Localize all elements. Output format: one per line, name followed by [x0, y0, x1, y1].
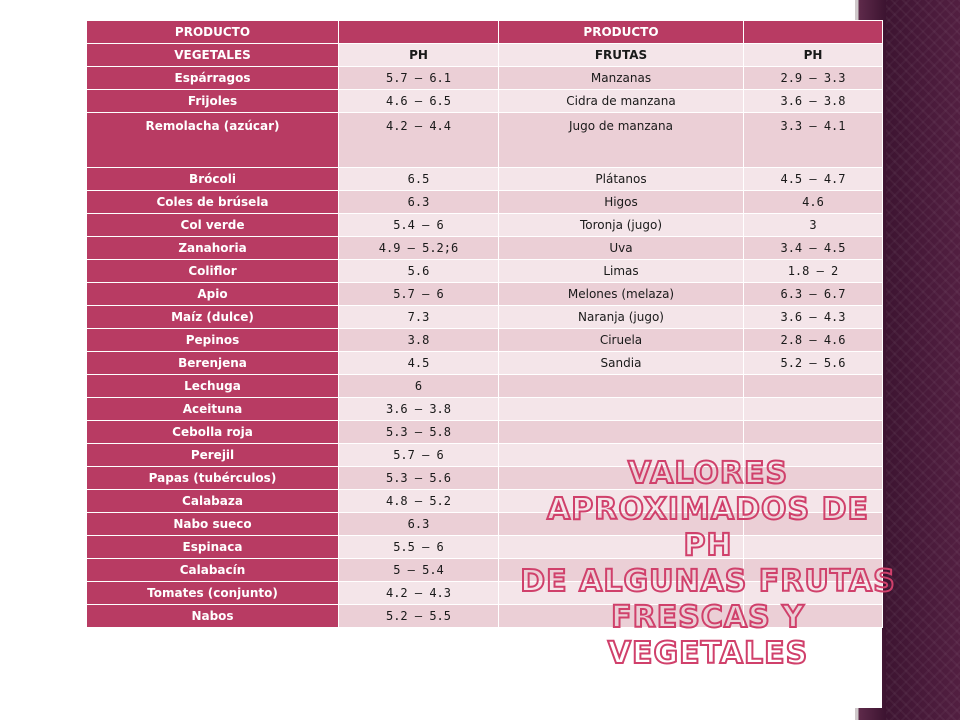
table-row — [87, 191, 883, 214]
vegetable-name-cell: Lechuga — [87, 375, 339, 398]
vegetable-ph-cell: 4.6 – 6.5 — [339, 90, 499, 113]
vegetable-ph-cell: 4.2 – 4.3 — [339, 582, 499, 605]
header-row-category — [87, 44, 883, 67]
table-row — [87, 283, 883, 306]
table-row — [87, 421, 883, 444]
vegetable-name-cell: Pepinos — [87, 329, 339, 352]
fruit-name-cell — [499, 421, 744, 444]
vegetable-name-cell: Aceituna — [87, 398, 339, 421]
vegetable-name-cell: Calabacín — [87, 559, 339, 582]
vegetable-name-cell: Apio — [87, 283, 339, 306]
vegetable-ph-cell: 5 – 5.4 — [339, 559, 499, 582]
vegetable-name-cell: Frijoles — [87, 90, 339, 113]
header-cell — [744, 21, 883, 44]
fruit-ph-cell — [744, 421, 883, 444]
vegetable-ph-cell: 6.3 — [339, 513, 499, 536]
vegetable-ph-cell: 5.7 – 6 — [339, 283, 499, 306]
fruit-name-cell: Toronja (jugo) — [499, 214, 744, 237]
title-line: APROXIMADOS DE PH — [547, 492, 869, 563]
fruit-ph-cell: 2.8 – 4.6 — [744, 329, 883, 352]
table-row — [87, 329, 883, 352]
fruit-ph-cell: 5.2 – 5.6 — [744, 352, 883, 375]
vegetable-ph-cell: 5.5 – 6 — [339, 536, 499, 559]
header-cell: FRUTAS — [499, 44, 744, 67]
vegetable-ph-cell: 6.3 — [339, 191, 499, 214]
table-row — [87, 306, 883, 329]
vegetable-ph-cell: 4.2 – 4.4 — [339, 113, 499, 168]
table-row — [87, 375, 883, 398]
fruit-ph-cell: 4.6 — [744, 191, 883, 214]
table-row — [87, 168, 883, 191]
vegetable-ph-cell: 4.5 — [339, 352, 499, 375]
fruit-name-cell: Plátanos — [499, 168, 744, 191]
side-decoration-pattern — [886, 0, 960, 720]
vegetable-name-cell: Perejil — [87, 444, 339, 467]
fruit-name-cell: Uva — [499, 237, 744, 260]
vegetable-name-cell: Coles de brúsela — [87, 191, 339, 214]
header-cell: VEGETALES — [87, 44, 339, 67]
vegetable-name-cell: Remolacha (azúcar) — [87, 113, 339, 168]
table-row — [87, 260, 883, 283]
vegetable-name-cell: Papas (tubérculos) — [87, 467, 339, 490]
table-row — [87, 214, 883, 237]
vegetable-ph-cell: 3.6 – 3.8 — [339, 398, 499, 421]
header-cell: PRODUCTO — [499, 21, 744, 44]
vegetable-name-cell: Cebolla roja — [87, 421, 339, 444]
vegetable-name-cell: Berenjena — [87, 352, 339, 375]
title-line: DE ALGUNAS FRUTAS — [520, 564, 896, 599]
fruit-ph-cell: 3.4 – 4.5 — [744, 237, 883, 260]
fruit-ph-cell: 3.6 – 4.3 — [744, 306, 883, 329]
title-line: VEGETALES — [607, 636, 809, 671]
vegetable-ph-cell: 5.6 — [339, 260, 499, 283]
fruit-ph-cell: 6.3 – 6.7 — [744, 283, 883, 306]
vegetable-name-cell: Tomates (conjunto) — [87, 582, 339, 605]
fruit-name-cell: Melones (melaza) — [499, 283, 744, 306]
fruit-ph-cell: 3.3 – 4.1 — [744, 113, 883, 168]
fruit-ph-cell: 3.6 – 3.8 — [744, 90, 883, 113]
vegetable-ph-cell: 4.8 – 5.2 — [339, 490, 499, 513]
header-cell: PRODUCTO — [87, 21, 339, 44]
vegetable-name-cell: Nabos — [87, 605, 339, 628]
fruit-name-cell: Naranja (jugo) — [499, 306, 744, 329]
vegetable-ph-cell: 5.4 – 6 — [339, 214, 499, 237]
vegetable-ph-cell: 4.9 – 5.2;6 — [339, 237, 499, 260]
fruit-name-cell: Sandia — [499, 352, 744, 375]
fruit-ph-cell: 3 — [744, 214, 883, 237]
vegetable-name-cell: Coliflor — [87, 260, 339, 283]
table-row — [87, 237, 883, 260]
fruit-name-cell: Cidra de manzana — [499, 90, 744, 113]
header-cell: PH — [744, 44, 883, 67]
header-row-product — [87, 21, 883, 44]
fruit-ph-cell: 2.9 – 3.3 — [744, 67, 883, 90]
vegetable-name-cell: Brócoli — [87, 168, 339, 191]
vegetable-name-cell: Nabo sueco — [87, 513, 339, 536]
table-row — [87, 398, 883, 421]
table-row — [87, 67, 883, 90]
vegetable-name-cell: Espinaca — [87, 536, 339, 559]
header-cell — [339, 21, 499, 44]
vegetable-name-cell: Calabaza — [87, 490, 339, 513]
fruit-ph-cell — [744, 375, 883, 398]
vegetable-name-cell: Espárragos — [87, 67, 339, 90]
vegetable-ph-cell: 5.2 – 5.5 — [339, 605, 499, 628]
table-row — [87, 90, 883, 113]
vegetable-name-cell: Col verde — [87, 214, 339, 237]
fruit-name-cell: Higos — [499, 191, 744, 214]
fruit-ph-cell: 1.8 – 2 — [744, 260, 883, 283]
fruit-name-cell: Ciruela — [499, 329, 744, 352]
vegetable-ph-cell: 6.5 — [339, 168, 499, 191]
title-line: VALORES — [627, 456, 789, 491]
fruit-ph-cell: 4.5 – 4.7 — [744, 168, 883, 191]
vegetable-ph-cell: 7.3 — [339, 306, 499, 329]
fruit-name-cell — [499, 398, 744, 421]
slide-title — [520, 456, 896, 672]
table-row — [87, 113, 883, 168]
table-row — [87, 352, 883, 375]
vegetable-ph-cell: 5.7 – 6 — [339, 444, 499, 467]
header-cell: PH — [339, 44, 499, 67]
fruit-name-cell: Jugo de manzana — [499, 113, 744, 168]
fruit-name-cell: Manzanas — [499, 67, 744, 90]
vegetable-ph-cell: 6 — [339, 375, 499, 398]
vegetable-name-cell: Zanahoria — [87, 237, 339, 260]
vegetable-ph-cell: 5.3 – 5.8 — [339, 421, 499, 444]
fruit-ph-cell — [744, 398, 883, 421]
vegetable-ph-cell: 5.3 – 5.6 — [339, 467, 499, 490]
vegetable-ph-cell: 3.8 — [339, 329, 499, 352]
fruit-name-cell — [499, 375, 744, 398]
title-line: FRESCAS Y — [611, 600, 805, 635]
vegetable-name-cell: Maíz (dulce) — [87, 306, 339, 329]
vegetable-ph-cell: 5.7 – 6.1 — [339, 67, 499, 90]
fruit-name-cell: Limas — [499, 260, 744, 283]
